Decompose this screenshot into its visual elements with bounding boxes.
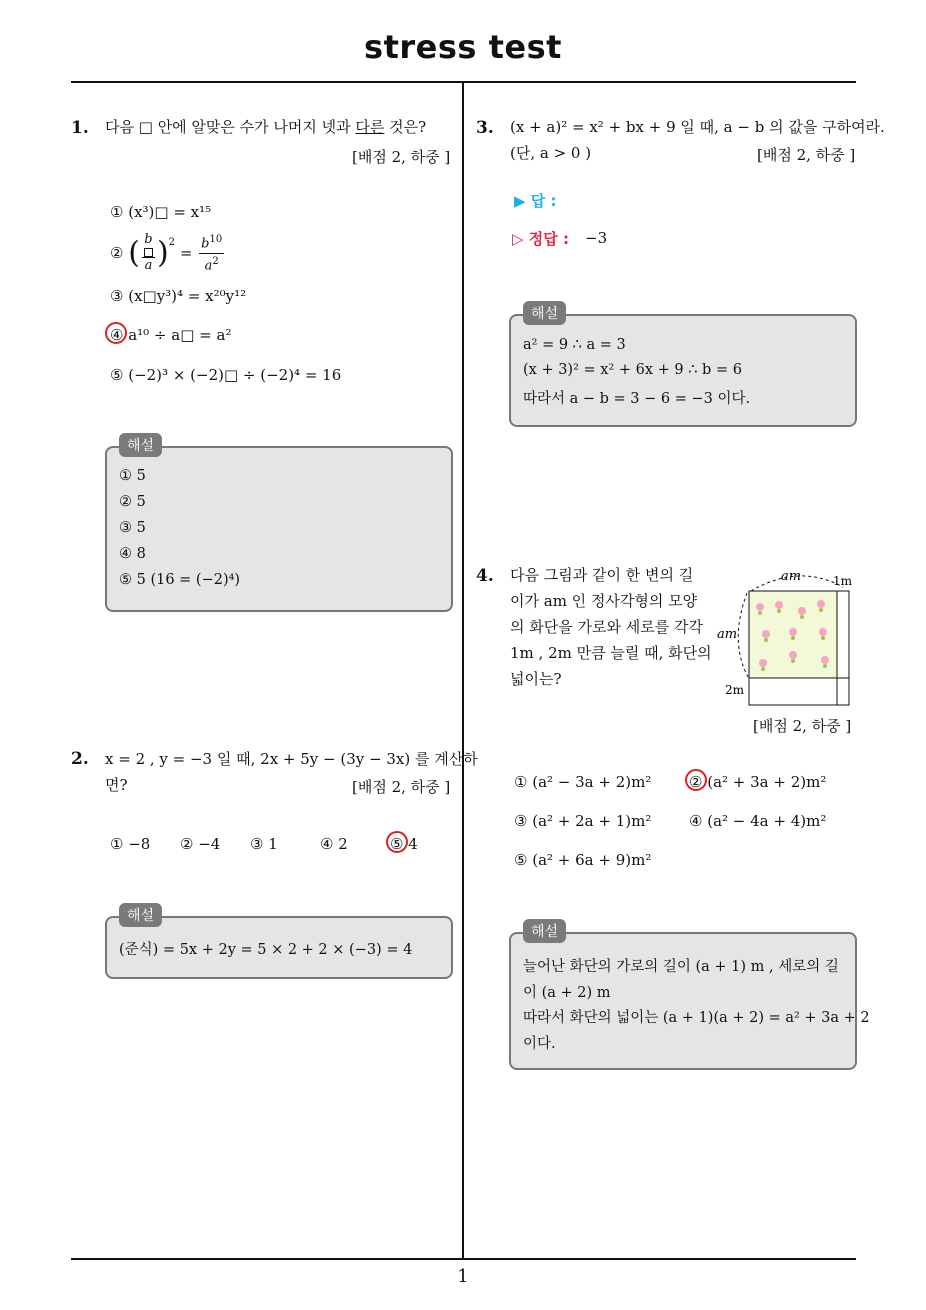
q4-score: [배점 2, 하중 ] [753,717,852,735]
q3-explain-line: (x + 3)² = x² + 6x + 9 ∴ b = 6 [523,362,742,378]
q4-option-3: ③ (a² + 2a + 1)m² [514,812,652,830]
q3-correct-label: ▷ 정답 : [512,230,569,248]
q2-explain-line: (준식) = 5x + 2y = 5 × 2 + 2 × (−3) = 4 [119,942,413,958]
q1-explain-line: ③ 5 [119,520,146,536]
q2-option-4: ④ 2 [320,835,348,853]
figure-label-top-right: 1m [833,574,853,588]
q1-marked-circle [105,322,127,344]
q3-text-line1: (x + a)² = x² + bx + 9 일 때, a − b 의 값을 구하여라. [510,118,885,136]
q4-marked-circle [685,769,707,791]
q1-option-5: ⑤ (−2)³ × (−2)□ ÷ (−2)⁴ = 16 [110,366,342,384]
q4-text-line: 이가 am 인 정사각형의 모양 [510,592,698,610]
q1-explain-line: ④ 8 [119,546,146,562]
q1-option-3: ③ (x□y³)⁴ = x²⁰y¹² [110,287,247,305]
q2-text-line2: 면? [105,776,128,794]
q3-explain-line: 따라서 a − b = 3 − 6 = −3 이다. [523,391,751,407]
q1-explanation-tag: 해설 [119,433,162,457]
q4-explain-line: 늘어난 화단의 가로의 길이 (a + 1) m , 세로의 길 [523,959,839,975]
q3-text-line2: (단, a > 0 ) [510,144,592,162]
q3-explain-line: a² = 9 ∴ a = 3 [523,337,626,353]
q4-option-1: ① (a² − 3a + 2)m² [514,773,652,791]
page-number: 1 [457,1266,469,1287]
q4-text-line: 의 화단을 가로와 세로를 각각 [510,618,703,636]
q4-text-line: 1m , 2m 만큼 늘릴 때, 화단의 [510,644,712,662]
q1-option-2: ② ( $\frac{b}{a}$ )$^2$ = $\frac{b^{10}}{a^2}$ [110,232,223,273]
q4-explain-line: 이다. [523,1036,556,1052]
q2-text-line1: x = 2 , y = −3 일 때, 2x + 5y − (3y − 3x) 를 계산하 [105,750,478,768]
garden-figure [715,565,860,710]
q4-number: 4. [476,566,494,586]
q1-number: 1. [71,118,89,138]
figure-label-left: am [717,627,738,642]
q2-number: 2. [71,749,89,769]
q2-explanation-tag: 해설 [119,903,162,927]
q3-score: [배점 2, 하중 ] [757,146,856,164]
q2-option-5: ⑤ 4 [390,835,418,853]
q1-option-4: ④ a¹⁰ ÷ a□ = a² [110,326,232,344]
q3-number: 3. [476,118,494,138]
q2-option-1: ① −8 [110,835,151,853]
q4-option-2: ② (a² + 3a + 2)m² [689,773,827,791]
q1-option-1: ① (x³)□ = x¹⁵ [110,203,212,221]
q1-explain-line: ② 5 [119,494,146,510]
q4-explain-line: 이 (a + 2) m [523,985,611,1001]
q1-text: 다음 □ 안에 알맞은 수가 나머지 넷과 다른 것은? [105,118,427,136]
q4-option-5: ⑤ (a² + 6a + 9)m² [514,851,652,869]
q3-answer-label: ▶ 답 : [514,192,557,210]
column-divider [462,82,464,1260]
q2-score: [배점 2, 하중 ] [352,778,451,796]
q4-text-line: 다음 그림과 같이 한 변의 길 [510,566,694,584]
q1-score: [배점 2, 하중 ] [352,148,451,166]
figure-label-bottom-left: 2m [725,683,745,697]
q1-explain-line: ① 5 [119,468,146,484]
q4-explain-line: 따라서 화단의 넓이는 (a + 1)(a + 2) = a² + 3a + 2 [523,1010,870,1026]
q3-explanation-tag: 해설 [523,301,566,325]
q1-explain-line: ⑤ 5 (16 = (−2)⁴) [119,572,241,588]
q4-explanation-tag: 해설 [523,919,566,943]
figure-label-top: am [781,569,802,584]
page-title: stress test [364,28,562,66]
q2-option-3: ③ 1 [250,835,278,853]
q3-correct-value: −3 [585,229,608,247]
footer-rule [71,1258,856,1260]
q2-marked-circle [386,831,408,853]
q2-option-2: ② −4 [180,835,221,853]
q4-text-line: 넓이는? [510,670,562,688]
q4-option-4: ④ (a² − 4a + 4)m² [689,812,827,830]
